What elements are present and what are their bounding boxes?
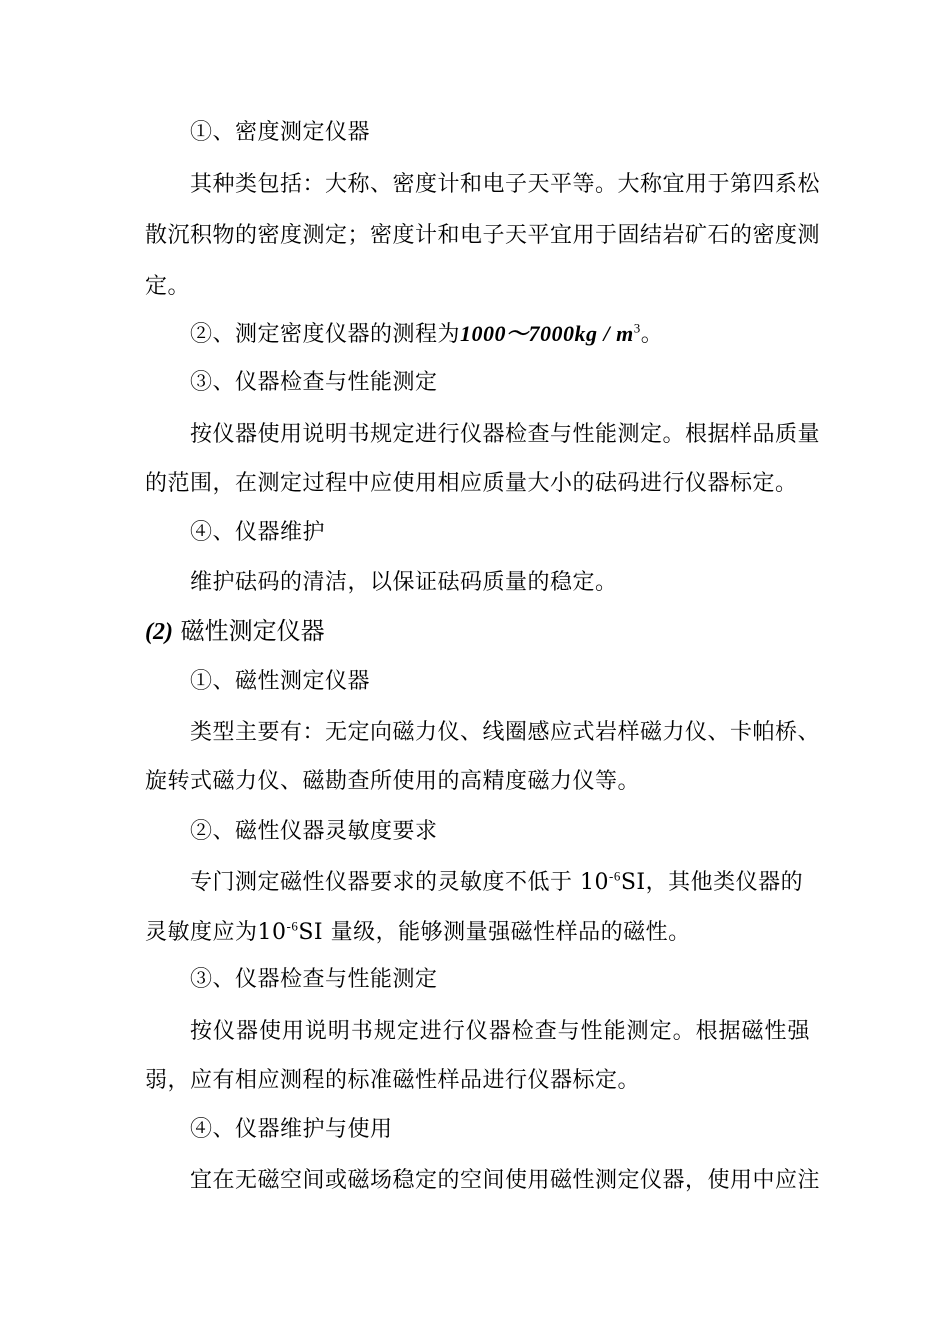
density-para-3-line-2: 的范围，在测定过程中应使用相应质量大小的砝码进行仪器标定。 <box>145 471 798 496</box>
magnetic-para-4-line-1: 宜在无磁空间或磁场稳定的空间使用磁性测定仪器，使用中应注 <box>190 1168 821 1193</box>
density-heading-1: ①、密度测定仪器 <box>190 120 371 145</box>
density-heading-4: ④、仪器维护 <box>190 520 326 545</box>
sensitivity-text-a: 专门测定磁性仪器要求的灵敏度不低于 10 <box>190 870 609 895</box>
magnetic-heading-2: ②、磁性仪器灵敏度要求 <box>190 819 438 844</box>
density-heading-2-prefix: ②、测定密度仪器的测程为 <box>190 322 461 347</box>
density-heading-2-suffix: 。 <box>640 322 664 347</box>
magnetic-heading-3: ③、仪器检查与性能测定 <box>190 967 438 992</box>
sensitivity-exponent-1: -6 <box>609 868 621 884</box>
magnetic-para-2-line-2 <box>145 918 691 948</box>
section-number: (2) <box>145 619 173 645</box>
sensitivity-text-d: SI 量级，能够测量强磁性样品的磁性。 <box>298 920 691 945</box>
sensitivity-exponent-2: -6 <box>286 918 299 934</box>
density-para-3-line-1: 按仪器使用说明书规定进行仪器检查与性能测定。根据样品质量 <box>190 422 821 447</box>
density-para-1-line-1: 其种类包括：大称、密度计和电子天平等。大称宜用于第四系松 <box>190 172 821 197</box>
density-para-1-line-2: 散沉积物的密度测定；密度计和电子天平宜用于固结岩矿石的密度测 <box>145 223 821 248</box>
density-para-1-line-3: 定。 <box>145 274 191 299</box>
section-title: 磁性测定仪器 <box>180 617 325 645</box>
density-heading-3: ③、仪器检查与性能测定 <box>190 370 438 395</box>
magnetic-heading-4: ④、仪器维护与使用 <box>190 1117 393 1142</box>
density-para-4: 维护砝码的清洁，以保证砝码质量的稳定。 <box>190 570 618 595</box>
magnetic-heading-1: ①、磁性测定仪器 <box>190 669 371 694</box>
magnetic-para-2-line-1 <box>190 868 803 898</box>
magnetic-para-1-line-1: 类型主要有：无定向磁力仪、线圈感应式岩样磁力仪、卡帕桥、 <box>190 720 821 745</box>
magnetic-para-3-line-1: 按仪器使用说明书规定进行仪器检查与性能测定。根据磁性强 <box>190 1019 810 1044</box>
density-heading-2 <box>190 319 663 350</box>
magnetic-para-3-line-2: 弱，应有相应测程的标准磁性样品进行仪器标定。 <box>145 1068 641 1093</box>
density-range: 1000～7000kg / m <box>460 321 634 346</box>
magnetic-section-heading <box>145 615 325 648</box>
sensitivity-text-c: 灵敏度应为10 <box>145 920 287 945</box>
magnetic-para-1-line-2: 旋转式磁力仪、磁勘查所使用的高精度磁力仪等。 <box>145 769 641 794</box>
density-unit-exponent: 3 <box>633 320 641 336</box>
sensitivity-text-b: SI，其他类仪器的 <box>620 870 804 895</box>
